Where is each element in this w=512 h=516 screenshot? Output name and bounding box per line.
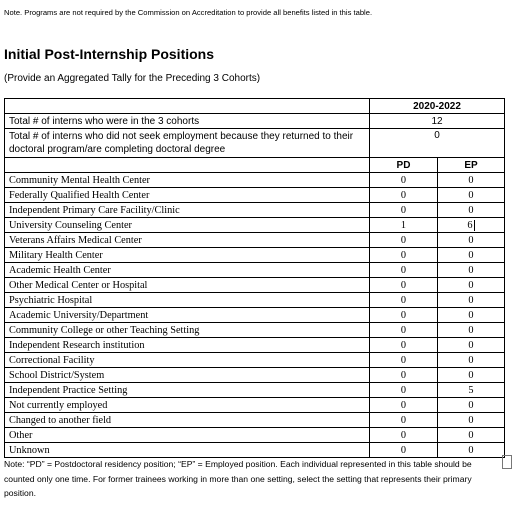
table-row	[5, 233, 505, 248]
ep-value: 0	[468, 189, 474, 201]
text-cursor	[474, 220, 475, 231]
table-row	[5, 278, 505, 293]
table-row	[5, 428, 505, 443]
setting-label[interactable]: Changed to another field	[5, 413, 370, 428]
ep-count[interactable]	[438, 353, 505, 368]
summary-row	[5, 114, 505, 129]
page-subtitle: (Provide an Aggregated Tally for the Preceding 3 Cohorts)	[4, 73, 261, 84]
setting-label[interactable]: Federally Qualified Health Center	[5, 188, 370, 203]
page-title: Initial Post-Internship Positions	[4, 46, 215, 62]
ep-value: 0	[468, 279, 474, 291]
table-row	[5, 443, 505, 458]
cohort-header-row	[5, 99, 505, 114]
ep-count[interactable]	[438, 368, 505, 383]
ep-value: 0	[468, 369, 474, 381]
pd-count[interactable]: 0	[370, 323, 438, 338]
setting-label[interactable]: Unknown	[5, 443, 370, 458]
ep-value: 0	[468, 264, 474, 276]
ep-count[interactable]	[438, 278, 505, 293]
pd-count[interactable]: 0	[370, 443, 438, 458]
setting-label[interactable]: Community College or other Teaching Setting	[5, 323, 370, 338]
summary-label[interactable]: Total # of interns who were in the 3 cohorts	[5, 114, 370, 129]
column-header-row	[5, 158, 505, 173]
summary-value[interactable]: 0	[370, 129, 505, 158]
ep-count[interactable]	[438, 413, 505, 428]
table-row	[5, 353, 505, 368]
ep-count[interactable]	[438, 443, 505, 458]
ep-count[interactable]	[438, 188, 505, 203]
ep-count[interactable]	[438, 203, 505, 218]
pd-count[interactable]: 1	[370, 218, 438, 233]
ep-value: 0	[468, 174, 474, 186]
ep-count[interactable]	[438, 308, 505, 323]
setting-label[interactable]: Other Medical Center or Hospital	[5, 278, 370, 293]
ep-value: 5	[468, 384, 474, 396]
ep-value: 0	[468, 414, 474, 426]
pd-count[interactable]: 0	[370, 263, 438, 278]
setting-label[interactable]: University Counseling Center	[5, 218, 370, 233]
table-row	[5, 398, 505, 413]
footnote: Note: “PD” = Postdoctoral residency position; “EP” = Employed position. Each individual represented in this table should be counted only one time. For former trainees working in more than one setting, select the setting that represents their primary position.	[4, 459, 472, 498]
pd-count[interactable]: 0	[370, 338, 438, 353]
pd-count[interactable]: 0	[370, 308, 438, 323]
setting-label[interactable]: Veterans Affairs Medical Center	[5, 233, 370, 248]
blank-cell[interactable]	[5, 158, 370, 173]
cohort-header[interactable]: 2020-2022	[370, 99, 505, 114]
ep-count[interactable]	[438, 383, 505, 398]
table-row	[5, 338, 505, 353]
blank-cell[interactable]	[5, 99, 370, 114]
pd-count[interactable]: 0	[370, 293, 438, 308]
table-row	[5, 308, 505, 323]
ep-value: 0	[468, 339, 474, 351]
top-note: Note. Programs are not required by the Commission on Accreditation to provide all benefits listed in this table.	[4, 8, 373, 17]
table-row	[5, 383, 505, 398]
ep-count[interactable]	[438, 398, 505, 413]
pd-count[interactable]: 0	[370, 173, 438, 188]
setting-label[interactable]: Not currently employed	[5, 398, 370, 413]
setting-label[interactable]: School District/System	[5, 368, 370, 383]
setting-label[interactable]: Academic University/Department	[5, 308, 370, 323]
ep-count[interactable]	[438, 218, 505, 233]
table-row	[5, 248, 505, 263]
ep-count[interactable]	[438, 293, 505, 308]
setting-label[interactable]: Correctional Facility	[5, 353, 370, 368]
table-row	[5, 203, 505, 218]
pd-count[interactable]: 0	[370, 428, 438, 443]
table-resize-handle[interactable]	[502, 455, 512, 469]
ep-value: 0	[468, 429, 474, 441]
ep-count[interactable]	[438, 233, 505, 248]
pd-count[interactable]: 0	[370, 353, 438, 368]
setting-label[interactable]: Other	[5, 428, 370, 443]
pd-count[interactable]: 0	[370, 203, 438, 218]
pd-count[interactable]: 0	[370, 233, 438, 248]
setting-label[interactable]: Military Health Center	[5, 248, 370, 263]
pd-count[interactable]: 0	[370, 383, 438, 398]
pd-count[interactable]: 0	[370, 413, 438, 428]
ep-count[interactable]	[438, 173, 505, 188]
table-row	[5, 413, 505, 428]
setting-label[interactable]: Independent Research institution	[5, 338, 370, 353]
ep-value: 0	[468, 324, 474, 336]
ep-count[interactable]	[438, 428, 505, 443]
summary-row	[5, 129, 505, 158]
summary-label[interactable]: Total # of interns who did not seek employment because they returned to their doctoral program/are completing doctoral degree	[5, 129, 370, 158]
table-row	[5, 368, 505, 383]
ep-value: 0	[468, 399, 474, 411]
ep-count[interactable]	[438, 263, 505, 278]
pd-count[interactable]: 0	[370, 248, 438, 263]
ep-value: 0	[468, 354, 474, 366]
summary-value[interactable]: 12	[370, 114, 505, 129]
ep-value: 0	[468, 234, 474, 246]
pd-count[interactable]: 0	[370, 368, 438, 383]
pd-count[interactable]: 0	[370, 398, 438, 413]
ep-value: 0	[468, 309, 474, 321]
table-row	[5, 188, 505, 203]
table-row	[5, 323, 505, 338]
ep-value: 0	[468, 204, 474, 216]
ep-count[interactable]	[438, 323, 505, 338]
setting-label[interactable]: Independent Practice Setting	[5, 383, 370, 398]
ep-header[interactable]: EP	[438, 158, 505, 173]
ep-count[interactable]	[438, 338, 505, 353]
pd-header[interactable]: PD	[370, 158, 438, 173]
positions-table	[4, 98, 505, 458]
setting-label[interactable]: Independent Primary Care Facility/Clinic	[5, 203, 370, 218]
table-row	[5, 218, 505, 233]
table-row	[5, 293, 505, 308]
pd-count[interactable]: 0	[370, 278, 438, 293]
ep-count[interactable]	[438, 248, 505, 263]
ep-value: 6	[467, 219, 473, 231]
table-row	[5, 173, 505, 188]
setting-label[interactable]: Psychiatric Hospital	[5, 293, 370, 308]
table-row	[5, 263, 505, 278]
ep-value: 0	[468, 249, 474, 261]
ep-value: 0	[468, 294, 474, 306]
setting-label[interactable]: Academic Health Center	[5, 263, 370, 278]
ep-value: 0	[468, 444, 474, 456]
pd-count[interactable]: 0	[370, 188, 438, 203]
setting-label[interactable]: Community Mental Health Center	[5, 173, 370, 188]
